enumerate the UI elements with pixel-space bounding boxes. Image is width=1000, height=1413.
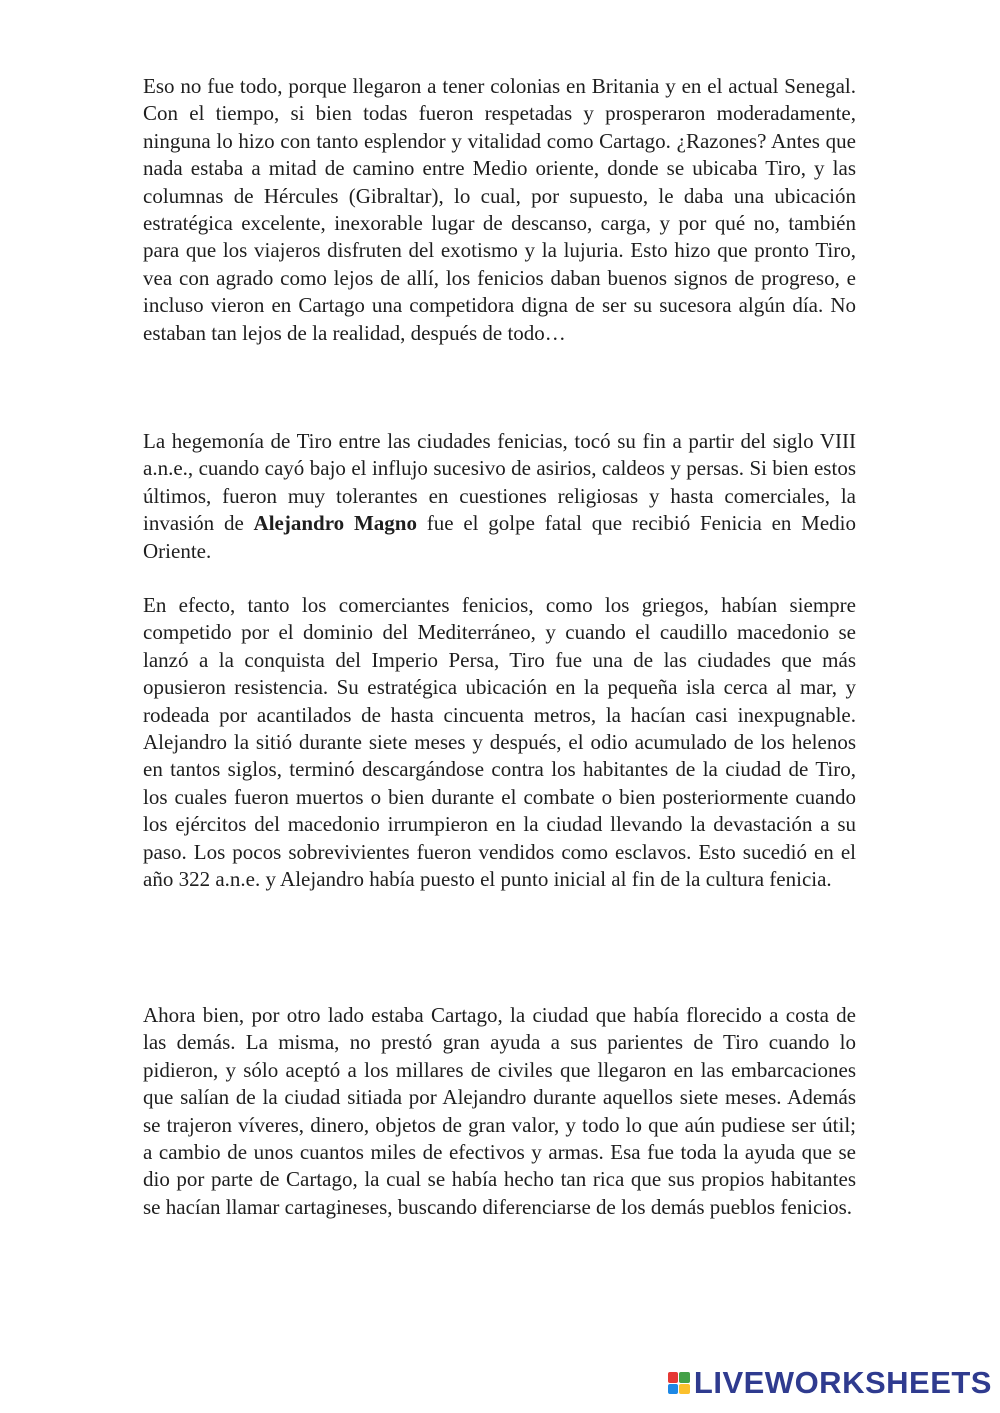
paragraph-sitio-de-tiro: En efecto, tanto los comerciantes fenicios, como los griegos, habían siempre competido por el dominio del Mediterráneo, y cuando el caudillo macedonio se lanzó a la conquista del Imperio Persa, Tiro fue una de las ciudades que más opusieron resistencia. Su estratégica ubicación en la pequeña isla cerca al mar, y rodeada por acantilados de hasta cincuenta metros, la hacían casi inexpugnable. Alejandro la sitió durante siete meses y después, el odio acumulado de los helenos en tantos siglos, terminó descargándose contra los habitantes de la ciudad de Tiro, los cuales fueron muertos o bien durante el combate o bien posteriormente cuando los ejércitos del macedonio irrumpieron en la ciudad llevando la devastación a su paso. Los pocos sobrevivientes fueron vendidos como esclavos. Esto sucedió en el año 322 a.n.e. y Alejandro había puesto el punto inicial al fin de la cultura fenicia. [143,593,856,892]
paragraph-text-after-bold: fue el golpe fatal que recibió Fenicia en Medio Oriente. [143,511,856,563]
bold-name-alejandro-magno: Alejandro Magno [253,511,417,536]
paragraph-hegemonia-tiro [143,428,856,565]
paragraph-colonias-cartago: Eso no fue todo, porque llegaron a tener colonias en Britania y en el actual Senegal. Con el tiempo, si bien todas fueron respetadas y prosperaron moderadamente, ninguna lo hizo con tanto esplendor y vitalidad como Cartago. ¿Razones? Antes que nada estaba a mitad de camino entre Medio oriente, donde se ubicaba Tiro, y las columnas de Hércules (Gibraltar), lo cual, por supuesto, le daba una ubicación estratégica excelente, inexorable lugar de descanso, carga, y por qué no, también para que los viajeros disfruten del exotismo y la lujuria. Esto hizo que pronto Tiro, vea con agrado como lejos de allí, los fenicios daban buenos signos de progreso, e incluso vieron en Cartago una competidora digna de ser su sucesora algún día. No estaban tan lejos de la realidad, después de todo… [143,74,856,345]
liveworksheets-logo-icon [668,1372,690,1394]
paragraph-cartago-cartagineses: Ahora bien, por otro lado estaba Cartago, la ciudad que había florecido a costa de las demás. La misma, no prestó gran ayuda a sus parientes de Tiro cuando lo pidieron, y sólo aceptó a los millares de civiles que llegaron en las embarcaciones que salían de la ciudad sitiada por Alejandro durante aquellos siete meses. Además se trajeron víveres, dinero, objetos de gran valor, y todo lo que aún pudiese ser útil; a cambio de unos cuantos miles de efectivos y armas. Esa fue toda la ayuda que se dio por parte de Cartago, la cual se había hecho tan rica que sus propios habitantes se hacían llamar cartagineses, buscando diferenciarse de los demás pueblos fenicios. [143,1003,856,1219]
watermark-text: LIVEWORKSHEETS [693,1365,992,1400]
liveworksheets-watermark [668,1365,992,1401]
paragraph-text-before-bold: La hegemonía de Tiro entre las ciudades fenicias, tocó su fin a partir del siglo VIII a.n.e., cuando cayó bajo el influjo sucesivo de asirios, caldeos y persas. Si bien estos últimos, fueron muy tolerantes en cuestiones religiosas y hasta comerciales, la invasión de [143,429,856,536]
